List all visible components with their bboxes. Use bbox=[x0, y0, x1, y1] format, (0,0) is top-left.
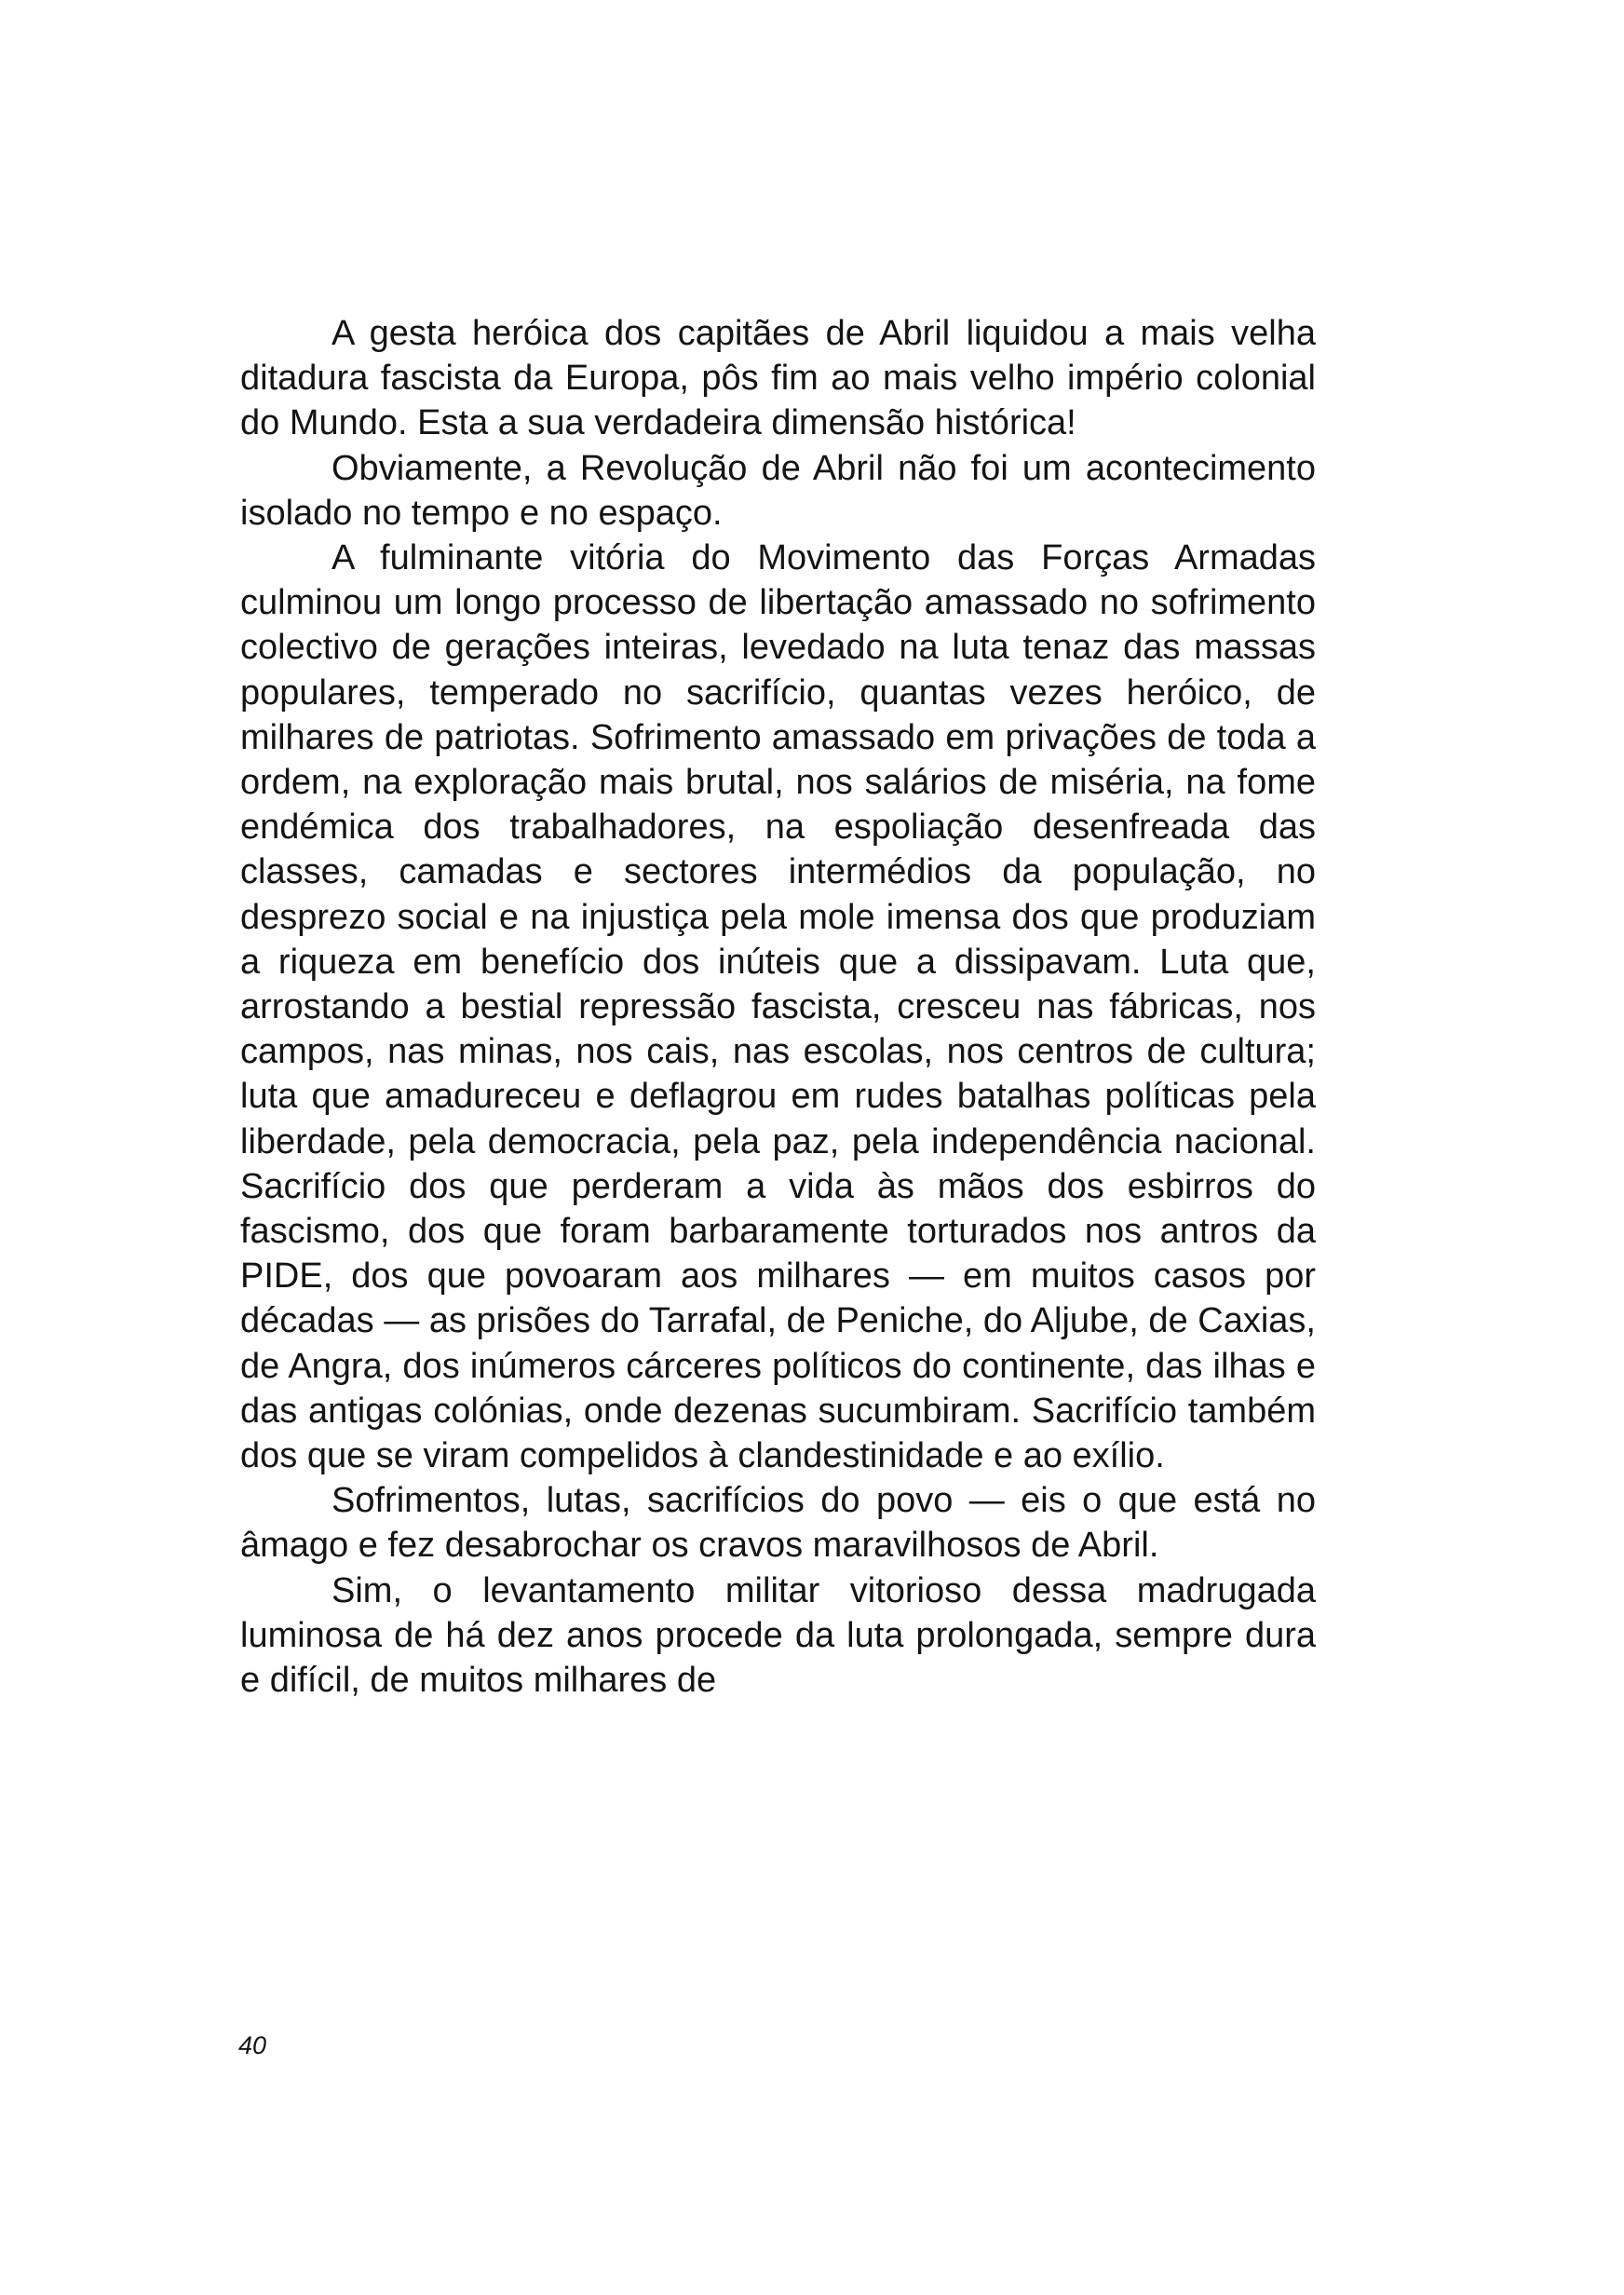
paragraph-4: Sofrimentos, lutas, sacrifícios do povo — eis o que está no âmago e fez desabrochar os cravos maravilhosos de Abril. bbox=[240, 1481, 1316, 1566]
paragraph-3: A fulminante vitória do Movimento das Forças Armadas culminou um longo processo de libertação amassado no sofrimento colectivo de gerações inteiras, levedado na luta tenaz das massas populares, temperado no sacrifício, quantas vezes heróico, de milhares de patriotas. Sofrimento amassado em privações de toda a ordem, na exploração mais brutal, nos salários de miséria, na fome endémica dos trabalhadores, na espoliação desenfreada das classes, camadas e sectores intermédios da população, no desprezo social e na injustiça pela mole imensa dos que produziam a riqueza em benefício dos inúteis que a dissipavam. Luta que, arrostando a bestial repressão fascista, cresceu nas fábricas, nos campos, nas minas, nos cais, nas escolas, nos centros de cultura; luta que amadureceu e deflagrou em rudes batalhas políticas pela liberdade, pela democracia, pela paz, pela independência nacional. Sacrifício dos que perderam a vida às mãos dos esbirros do fascismo, dos que foram barbaramente torturados nos antros da PIDE, dos que povoaram aos milhares — em muitos casos por décadas — as prisões do Tarrafal, de Peniche, do Aljube, de Caxias, de Angra, dos inúmeros cárceres políticos do continente, das ilhas e das antigas colónias, onde dezenas sucumbiram. Sacrifício também dos que se viram compelidos à clandestinidade e ao exílio. bbox=[240, 538, 1316, 1476]
body-text bbox=[240, 311, 1316, 1703]
paragraph-5: Sim, o levantamento militar vitorioso dessa madrugada luminosa de há dez anos procede da luta prolongada, sempre dura e difícil, de muitos milhares de bbox=[240, 1570, 1316, 1701]
paragraph-2: Obviamente, a Revolução de Abril não foi um acontecimento isolado no tempo e no espaço. bbox=[240, 448, 1316, 533]
paragraph-1: A gesta heróica dos capitães de Abril liquidou a mais velha ditadura fascista da Europa, pôs fim ao mais velho império colonial do Mundo. Esta a sua verdadeira dimensão histórica! bbox=[240, 314, 1316, 443]
page-number: 40 bbox=[238, 2031, 267, 2059]
